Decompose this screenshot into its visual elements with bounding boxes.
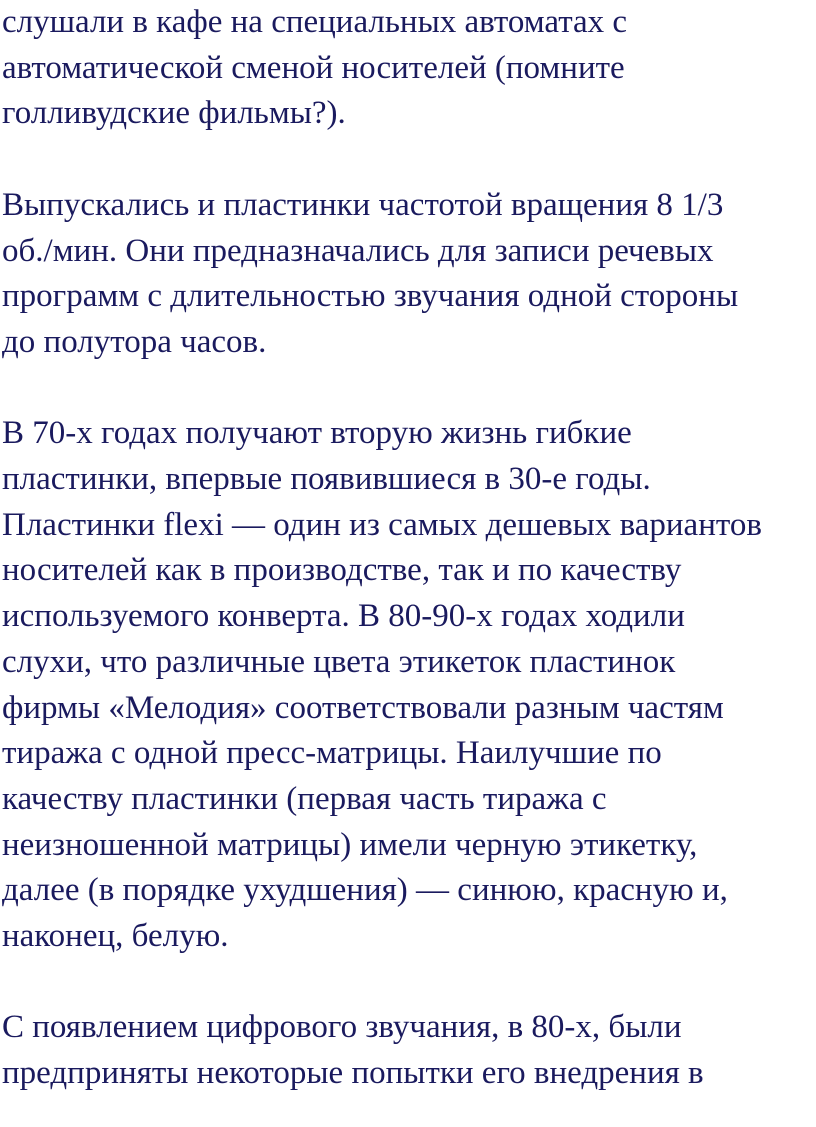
text-line: используемого конверта. В 80-90-х годах ходили [2,598,685,635]
text-line: предприняты некоторые попытки его внедрения в [2,1055,704,1092]
text-line: до полутора часов. [2,323,267,360]
text-line: программ с длительностью звучания одной стороны [2,278,739,315]
text-line: качеству пластинки (первая часть тиража с [2,780,607,817]
paragraph-3 [0,411,816,959]
text-line: В 70-х годах получают вторую жизнь гибкие [2,415,632,452]
text-line: фирмы «Мелодия» соответствовали разным частям [2,689,724,726]
text-line: слухи, что различные цвета этикеток пластинок [2,643,676,680]
text-line: автоматической сменой носителей (помните [2,49,625,86]
text-line: Пластинки flexi — один из самых дешевых вариантов [2,506,762,543]
text-line: носителей как в производстве, так и по качеству [2,552,682,589]
text-line: С появлением цифрового звучания, в 80-х, были [2,1009,682,1046]
paragraph-gap [0,366,816,412]
paragraph-gap [0,960,816,1006]
text-line: тиража с одной пресс-матрицы. Наилучшие по [2,735,662,772]
paragraph-gap [0,137,816,183]
text-line: наконец, белую. [2,918,229,955]
text-line: голливудские фильмы?). [2,95,346,132]
text-line: неизношенной матрицы) имели черную этикетку, [2,826,698,863]
paragraph-4 [0,1005,816,1096]
text-line: далее (в порядке ухудшения) — синюю, красную и, [2,872,728,909]
paragraph-1 [0,0,816,137]
text-line: Выпускались и пластинки частотой вращения 8 1/3 [2,186,724,223]
text-line: об./мин. Они предназначались для записи речевых [2,232,714,269]
paragraph-2 [0,183,816,366]
text-line: слушали в кафе на специальных автоматах с [2,4,628,40]
text-line: пластинки, впервые появившиеся в 30-е годы. [2,461,651,497]
